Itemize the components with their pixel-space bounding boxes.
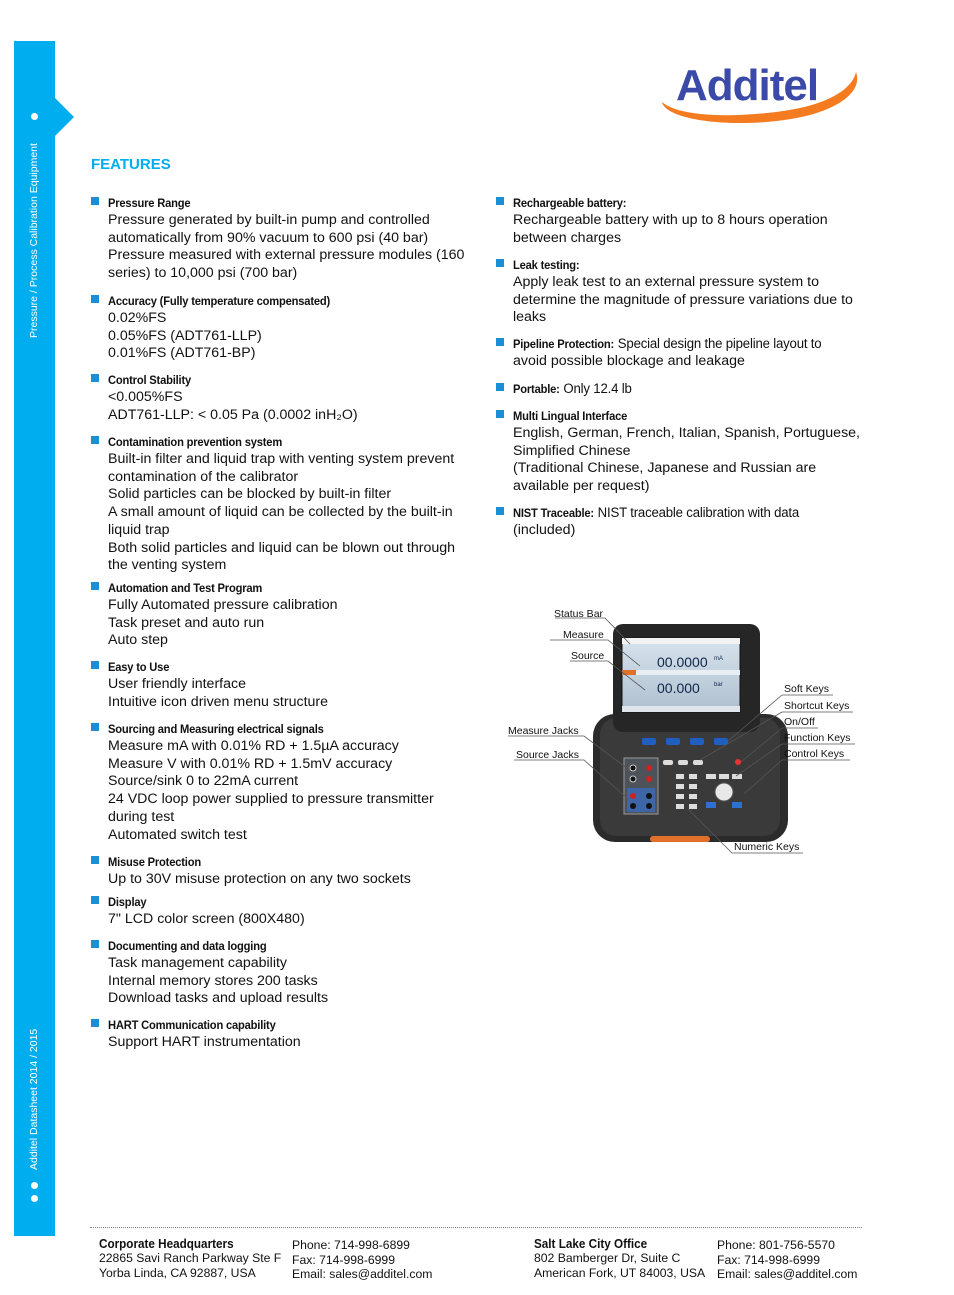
bullet-square-icon	[91, 723, 99, 731]
feature-item	[108, 937, 488, 1008]
label-measure: Measure	[563, 629, 604, 641]
sidebar-datasheet-text: Additel Datasheet 2014 / 2015	[28, 1028, 40, 1170]
feature-line: ADT761-LLP: < 0.05 Pa (0.0002 inH₂O)	[108, 406, 358, 423]
feature-line: Solid particles can be blocked by built-in filter	[108, 486, 392, 503]
feature-line: Support HART instrumentation	[108, 1034, 301, 1050]
feature-item	[108, 1016, 488, 1052]
feature-line: Auto step	[108, 632, 168, 649]
footer-hq-address	[99, 1236, 281, 1280]
feature-title: Easy to Use	[108, 660, 170, 674]
feature-line: between charges	[513, 229, 622, 246]
feature-line: series) to 10,000 psi (700 bar)	[108, 265, 298, 282]
features-heading: FEATURES	[91, 156, 171, 173]
label-shortcut-keys: Shortcut Keys	[784, 700, 850, 712]
feature-title: Display	[108, 895, 147, 909]
logo-text: Additel	[676, 61, 819, 110]
feature-line: Automated switch test	[108, 826, 247, 843]
feature-item	[108, 720, 488, 844]
feature-item	[108, 658, 488, 711]
footer-slc-fax: Fax: 714-998-6999	[717, 1252, 820, 1267]
feature-item	[108, 893, 488, 929]
feature-title: Leak testing:	[513, 258, 580, 272]
bullet-square-icon	[496, 338, 504, 346]
feature-line: 7" LCD color screen (800X480)	[108, 911, 305, 927]
bullet-square-icon	[496, 197, 504, 205]
bullet-square-icon	[496, 383, 504, 391]
feature-line: Apply leak test to an external pressure system to	[513, 274, 819, 290]
feature-line: avoid possible blockage and leakage	[513, 353, 745, 369]
feature-item	[513, 504, 893, 540]
feature-inline-text: Special design the pipeline layout to	[617, 336, 822, 352]
footer-hq-phone: Phone: 714-998-6899	[292, 1238, 410, 1252]
feature-line: Rechargeable battery with up to 8 hours operation	[513, 212, 828, 228]
feature-line: Download tasks and upload results	[108, 990, 329, 1007]
feature-line: Simplified Chinese	[513, 442, 631, 459]
feature-line: 24 VDC loop power supplied to pressure transmitter	[108, 791, 434, 808]
screen-reading-measure: 00.0000	[657, 654, 708, 670]
feature-line: Task preset and auto run	[108, 614, 265, 631]
feature-line: determine the magnitude of pressure variations due to	[513, 291, 853, 308]
feature-line: Intuitive icon driven menu structure	[108, 693, 329, 710]
feature-item	[108, 853, 488, 889]
feature-title: Sourcing and Measuring electrical signals	[108, 722, 324, 736]
feature-title: Multi Lingual Interface	[513, 409, 628, 423]
footer-slc-line1: 802 Bamberger Dr, Suite C	[534, 1251, 681, 1265]
screen-unit-measure: mA	[714, 656, 723, 662]
label-measure-jacks: Measure Jacks	[508, 725, 579, 737]
footer-hq-line2: Yorba Linda, CA 92887, USA	[99, 1265, 256, 1280]
feature-item	[108, 371, 488, 424]
feature-title: Rechargeable battery:	[513, 196, 627, 210]
label-control-keys: Control Keys	[784, 748, 845, 760]
bullet-square-icon	[91, 197, 99, 205]
label-source-jacks: Source Jacks	[516, 749, 580, 761]
feature-item	[513, 407, 893, 496]
feature-title: Misuse Protection	[108, 855, 201, 869]
label-on-off: On/Off	[784, 716, 815, 728]
feature-line: automatically from 90% vacuum to 600 psi (40 bar)	[108, 229, 429, 246]
feature-item	[108, 292, 488, 363]
footer-hq-line1: 22865 Savi Ranch Parkway Ste F	[99, 1251, 282, 1265]
feature-line: English, German, French, Italian, Spanish, Portuguese,	[513, 425, 860, 441]
feature-line: Measure V with 0.01% RD + 1.5mV accuracy	[108, 755, 393, 772]
screen-unit-source: bar	[714, 682, 723, 688]
footer-hq-email[interactable]: Email: sales@additel.com	[292, 1267, 433, 1281]
feature-title: Accuracy (Fully temperature compensated)	[108, 294, 331, 308]
feature-line: liquid trap	[108, 521, 170, 538]
feature-item	[513, 256, 893, 327]
feature-line: Fully Automated pressure calibration	[108, 597, 338, 613]
feature-line: Source/sink 0 to 22mA current	[108, 773, 299, 790]
feature-line: Internal memory stores 200 tasks	[108, 972, 318, 989]
additel-logo	[656, 58, 866, 128]
bullet-square-icon	[91, 436, 99, 444]
label-numeric-keys: Numeric Keys	[734, 841, 800, 853]
feature-item	[513, 380, 893, 398]
feature-line: Task management capability	[108, 955, 288, 971]
feature-line: available per request)	[513, 478, 650, 495]
footer-divider	[90, 1227, 862, 1228]
feature-line: the venting system	[108, 557, 227, 574]
feature-line: 0.05%FS (ADT761-LLP)	[108, 327, 262, 344]
feature-inline-text: Only 12.4 lb	[563, 381, 632, 397]
bullet-square-icon	[91, 940, 99, 948]
feature-title: Contamination prevention system	[108, 435, 283, 449]
feature-item	[108, 194, 488, 283]
feature-inline-text: NIST traceable calibration with data	[597, 505, 800, 521]
bullet-square-icon	[496, 507, 504, 515]
feature-line: Built-in filter and liquid trap with venting system prevent	[108, 451, 455, 467]
feature-line: leaks	[513, 309, 547, 326]
feature-line: A small amount of liquid can be collected by the built-in	[108, 504, 453, 521]
label-source: Source	[571, 650, 605, 662]
feature-title: HART Communication capability	[108, 1018, 276, 1032]
sidebar-dot	[31, 1195, 38, 1202]
feature-line: Pressure measured with external pressure modules (160	[108, 247, 465, 264]
feature-item	[513, 335, 893, 371]
feature-title: NIST Traceable: NIST traceable calibration with data	[513, 505, 800, 521]
footer-slc-email[interactable]: Email: sales@additel.com	[717, 1267, 858, 1281]
feature-line: 0.02%FS	[108, 310, 167, 326]
bullet-square-icon	[91, 896, 99, 904]
feature-line: <0.005%FS	[108, 389, 183, 405]
footer-slc-line2: American Fork, UT 84003, USA	[534, 1265, 706, 1280]
bullet-square-icon	[496, 410, 504, 418]
feature-title: Documenting and data logging	[108, 939, 267, 953]
feature-line: (included)	[513, 522, 576, 538]
feature-title: Pipeline Protection: Special design the pipeline layout to	[513, 336, 822, 352]
feature-line: Up to 30V misuse protection on any two sockets	[108, 871, 411, 887]
feature-title: Automation and Test Program	[108, 581, 263, 595]
sidebar-category-text: Pressure / Process Calibration Equipment	[28, 143, 40, 338]
feature-line: during test	[108, 808, 175, 825]
feature-item	[108, 433, 488, 575]
feature-line: User friendly interface	[108, 676, 246, 692]
sidebar-dot	[31, 1182, 38, 1189]
feature-title: Pressure Range	[108, 196, 191, 210]
bullet-square-icon	[91, 582, 99, 590]
bullet-square-icon	[496, 259, 504, 267]
feature-line: (Traditional Chinese, Japanese and Russian are	[513, 460, 817, 477]
feature-line: contamination of the calibrator	[108, 468, 299, 485]
footer-slc-phone: Phone: 801-756-5570	[717, 1238, 835, 1252]
screen-reading-source: 00.000	[657, 680, 700, 696]
label-soft-keys: Soft Keys	[784, 683, 829, 695]
bullet-square-icon	[91, 295, 99, 303]
feature-line: Both solid particles and liquid can be blown out through	[108, 539, 456, 556]
feature-item	[108, 579, 488, 650]
footer-slc-address	[534, 1236, 705, 1280]
calibrator-device-illustration	[500, 604, 870, 864]
feature-line: Pressure generated by built-in pump and controlled	[108, 212, 430, 228]
feature-title: Portable: Only 12.4 lb	[513, 381, 632, 397]
label-status-bar: Status Bar	[554, 608, 604, 620]
footer-hq-title: Corporate Headquarters	[99, 1236, 234, 1251]
bullet-square-icon	[91, 661, 99, 669]
bullet-square-icon	[91, 1019, 99, 1027]
footer-hq-contact	[292, 1238, 432, 1282]
footer-hq-fax: Fax: 714-998-6999	[292, 1252, 395, 1267]
footer-slc-contact	[717, 1238, 857, 1282]
label-function-keys: Function Keys	[784, 732, 851, 744]
feature-line: Measure mA with 0.01% RD + 1.5µA accuracy	[108, 738, 399, 754]
bullet-square-icon	[91, 374, 99, 382]
feature-line: 0.01%FS (ADT761-BP)	[108, 345, 256, 362]
bullet-square-icon	[91, 856, 99, 864]
footer-slc-title: Salt Lake City Office	[534, 1236, 648, 1251]
sidebar-notch	[55, 98, 74, 136]
feature-title: Control Stability	[108, 373, 192, 387]
sidebar-dot	[31, 113, 38, 120]
feature-item	[513, 194, 893, 247]
